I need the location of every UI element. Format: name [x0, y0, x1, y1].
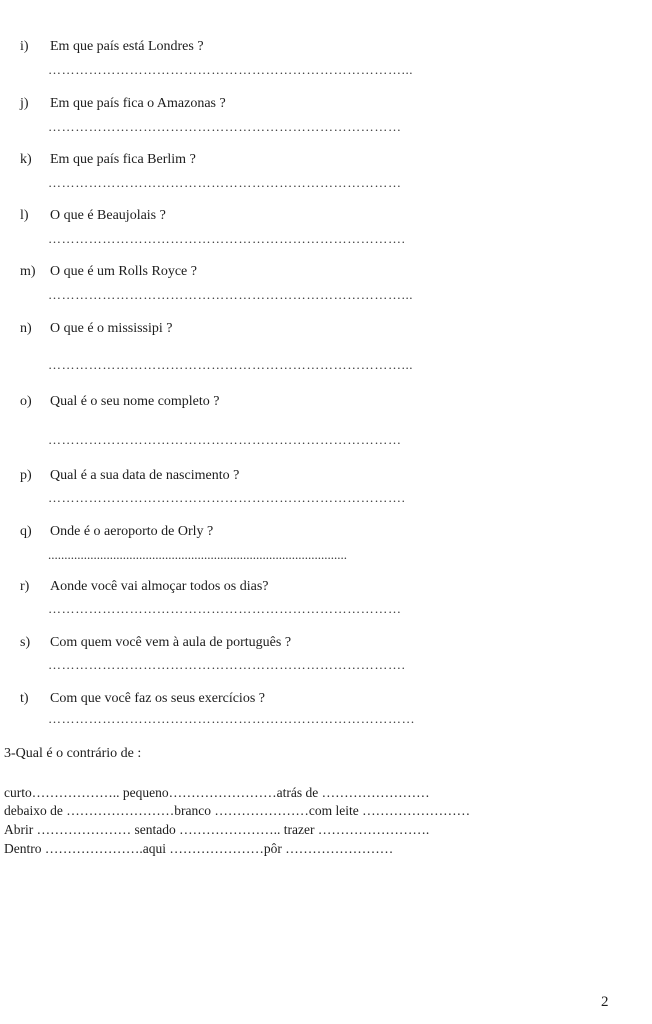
- opposite-item[interactable]: sentado …………………..: [134, 822, 284, 837]
- question-o: [0, 393, 652, 449]
- question-text: Com quem você vem à aula de português ?: [50, 635, 292, 650]
- question-n: [0, 320, 652, 376]
- question-text: Qual é o seu nome completo ?: [50, 394, 220, 409]
- opposite-item[interactable]: Dentro ………………….: [4, 841, 143, 856]
- question-text: O que é Beaujolais ?: [50, 208, 166, 223]
- question-letter: k): [20, 152, 32, 167]
- question-letter: p): [20, 468, 32, 483]
- question-text: O que é um Rolls Royce ?: [50, 264, 197, 279]
- page-number: 2: [601, 994, 609, 1010]
- question-k: [0, 151, 652, 207]
- answer-line[interactable]: ………………………………………………………………………: [48, 712, 416, 726]
- answer-line[interactable]: ……………………………………………………………………: [48, 120, 402, 134]
- opposite-item[interactable]: pôr ……………………: [263, 841, 394, 856]
- answer-line[interactable]: …………………………………………………………………….: [48, 491, 406, 505]
- opposite-item[interactable]: Abrir …………………: [4, 822, 135, 837]
- answer-line[interactable]: ……………………………………………………………………...: [48, 358, 414, 372]
- question-m: [0, 263, 652, 319]
- opposites-row: [4, 803, 470, 819]
- question-p: [0, 467, 652, 523]
- question-text: Em que país fica o Amazonas ?: [50, 96, 226, 111]
- question-text: Com que você faz os seus exercícios ?: [50, 691, 265, 706]
- question-letter: s): [20, 635, 31, 650]
- opposite-item[interactable]: aqui …………………: [142, 841, 264, 856]
- answer-line[interactable]: ……………………………………………………………………...: [48, 288, 414, 302]
- opposite-item[interactable]: pequeno……………………: [119, 785, 277, 800]
- opposite-item[interactable]: branco …………………: [174, 803, 309, 818]
- answer-line[interactable]: …………………………………………………………………….: [48, 658, 406, 672]
- question-letter: n): [20, 321, 32, 336]
- question-letter: i): [20, 39, 29, 54]
- question-text: Aonde você vai almoçar todos os dias?: [50, 579, 269, 594]
- question-text: Em que país está Londres ?: [50, 39, 204, 54]
- question-letter: m): [20, 264, 36, 279]
- answer-line[interactable]: ............................................................................................: [48, 548, 347, 562]
- answer-line[interactable]: ……………………………………………………………………: [48, 602, 402, 616]
- opposites-row: [4, 822, 429, 838]
- opposites-row: [4, 785, 430, 801]
- answer-line[interactable]: …………………………………………………………………….: [48, 232, 406, 246]
- question-t: [0, 690, 652, 746]
- question-j: [0, 95, 652, 151]
- question-letter: r): [20, 579, 30, 594]
- question-l: [0, 207, 652, 263]
- answer-line[interactable]: ……………………………………………………………………: [48, 433, 402, 447]
- question-text: Qual é a sua data de nascimento ?: [50, 468, 240, 483]
- opposite-item[interactable]: atrás de ……………………: [276, 785, 430, 800]
- question-letter: l): [20, 208, 29, 223]
- question-letter: j): [20, 96, 29, 111]
- opposite-item[interactable]: curto………………..: [4, 785, 120, 800]
- question-text: Em que país fica Berlim ?: [50, 152, 196, 167]
- opposite-item[interactable]: debaixo de ……………………: [4, 803, 175, 818]
- question-letter: t): [20, 691, 29, 706]
- answer-line[interactable]: ……………………………………………………………………: [48, 176, 402, 190]
- opposites-row: [4, 841, 393, 857]
- section-title: 3-Qual é o contrário de :: [4, 746, 142, 761]
- question-s: [0, 634, 652, 690]
- question-q: [0, 523, 652, 579]
- question-letter: o): [20, 394, 32, 409]
- question-text: Onde é o aeroporto de Orly ?: [50, 524, 214, 539]
- opposite-item[interactable]: trazer …………………….: [283, 822, 430, 837]
- opposite-item[interactable]: com leite ……………………: [308, 803, 471, 818]
- question-text: O que é o mississipi ?: [50, 321, 173, 336]
- question-i: [0, 38, 652, 94]
- answer-line[interactable]: ……………………………………………………………………...: [48, 63, 414, 77]
- question-letter: q): [20, 524, 32, 539]
- question-r: [0, 578, 652, 634]
